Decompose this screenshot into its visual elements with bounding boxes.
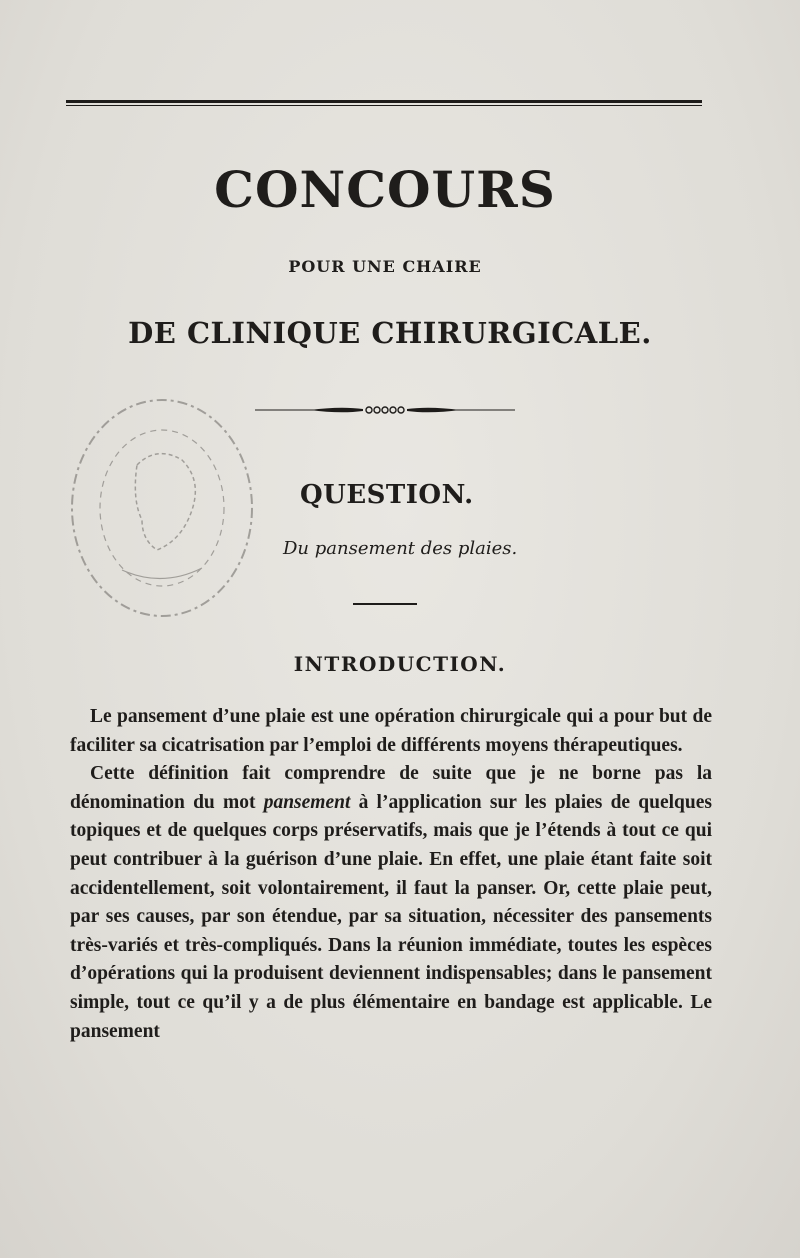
- paragraph-2-part-2: à l’application sur les plaies de quelques topiques et de quelques corps préservatifs, mais que je l’étends à tout ce qui peut contribuer à la guérison d’une plaie. En effet, une plaie étant faite soit accidentellement, soit volontairement, il faut la panser. Or, cette plaie peut, par ses causes, par son étendue, par sa situation, nécessiter des pansements très-variés et très-compliqués. Dans la réunion immédiate, toutes les espèces d’opérations qui la produisent deviennent indispensables; dans le pansement simple, tout ce qu’il y a de plus élémentaire en bandage est applicable. Le pansement: [70, 791, 712, 1042]
- subtitle-line-1: POUR UNE CHAIRE: [288, 257, 482, 276]
- top-rule: [66, 100, 702, 103]
- top-rule-thin: [66, 105, 702, 106]
- ornament-divider-icon: [255, 402, 515, 418]
- question-heading: QUESTION.: [300, 480, 474, 510]
- page-title: CONCOURS: [214, 160, 556, 219]
- paragraph-2-italic-term: pansement: [263, 791, 351, 813]
- short-divider: [353, 603, 417, 605]
- paragraph-2-part-1: Cette définition fait comprendre de suite que je ne borne pas la dénomination du mot: [70, 763, 712, 813]
- body-text: [70, 703, 712, 1046]
- paragraph-1: Le pansement d’une plaie est une opération chirurgicale qui a pour but de faciliter sa cicatrisation par l’emploi de différents moyens thérapeutiques.: [70, 706, 712, 756]
- subtitle-line-2: DE CLINIQUE CHIRURGICALE.: [128, 316, 652, 350]
- section-heading: INTRODUCTION.: [293, 652, 507, 676]
- library-stamp-icon: [62, 390, 262, 625]
- question-text: Du pansement des plaies.: [283, 538, 518, 559]
- paragraph-2: [70, 760, 712, 1046]
